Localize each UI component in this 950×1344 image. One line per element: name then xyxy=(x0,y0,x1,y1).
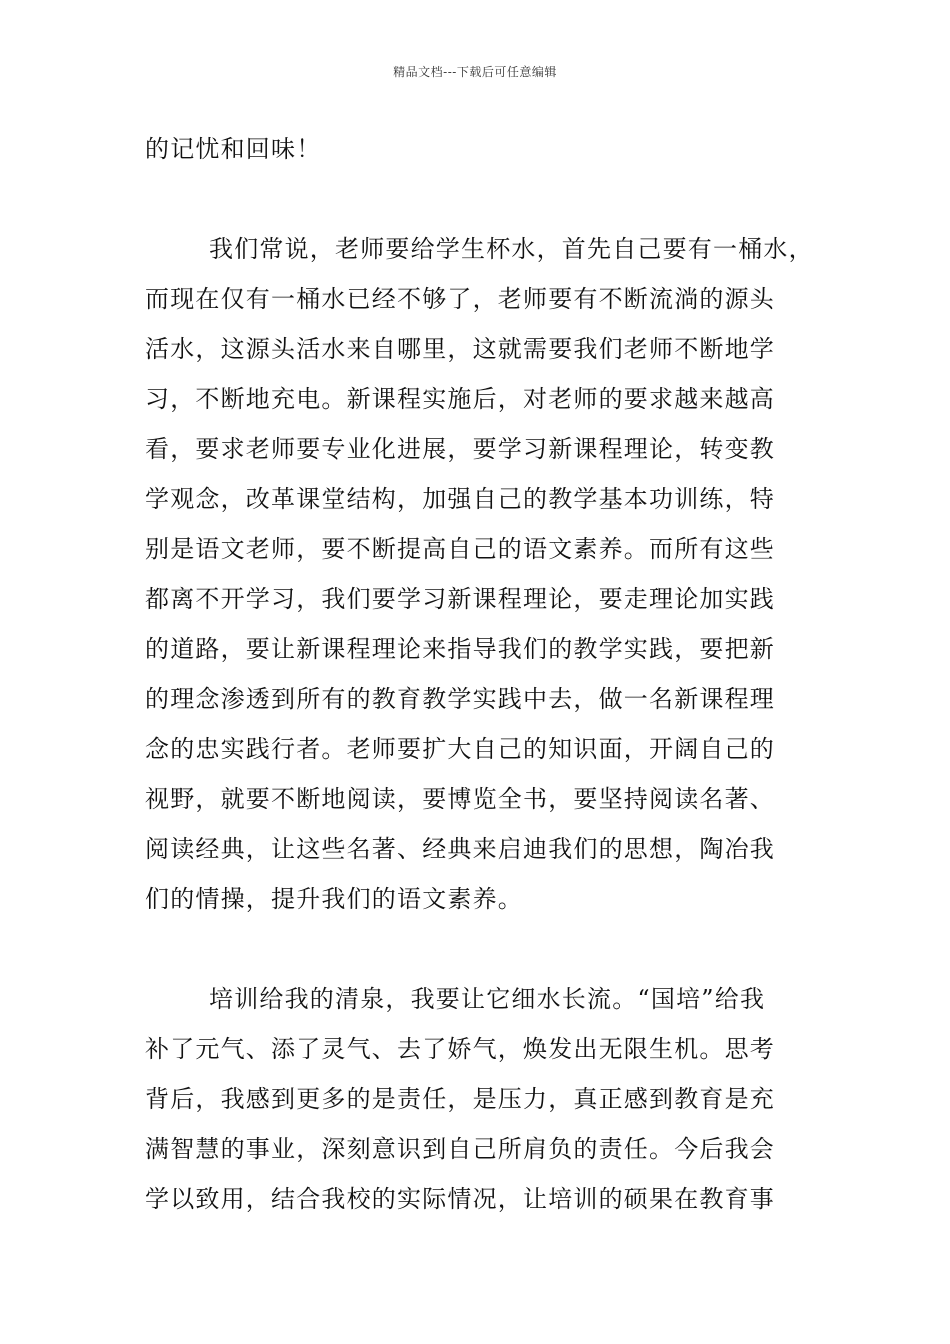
paragraph-line: 学观念，改革课堂结构，加强自己的教学基本功训练，特 xyxy=(145,485,775,513)
paragraph-line: 阅读经典，让这些名著、经典来启迪我们的思想，陶冶我 xyxy=(145,835,775,863)
paragraph-line: 别是语文老师，要不断提高自己的语文素养。而所有这些 xyxy=(145,535,775,563)
paragraph-3 xyxy=(145,974,835,1224)
paragraph-line: 补了元气、添了灵气、去了娇气，焕发出无限生机。思考 xyxy=(145,1035,775,1063)
paragraph-line: 培训给我的清泉，我要让它细水长流。“国培”给我 xyxy=(209,985,766,1013)
paragraph-line: 的理念渗透到所有的教育教学实践中去，做一名新课程理 xyxy=(145,685,775,713)
paragraph-line: 满智慧的事业，深刻意识到自己所肩负的责任。今后我会 xyxy=(145,1135,775,1163)
paragraph-line: 看，要求老师要专业化进展，要学习新课程理论，转变教 xyxy=(145,435,775,463)
paragraph-2 xyxy=(145,224,835,924)
paragraph-line: 活水，这源头活水来自哪里，这就需要我们老师不断地学 xyxy=(145,335,775,363)
paragraph-line: 习，不断地充电。新课程实施后，对老师的要求越来越高 xyxy=(145,385,775,413)
paragraph-line: 的道路，要让新课程理论来指导我们的教学实践，要把新 xyxy=(145,635,775,663)
paragraph-line: 而现在仅有一桶水已经不够了，老师要有不断流淌的源头 xyxy=(145,285,775,313)
page-header: 精品文档---下载后可任意编辑 xyxy=(393,65,557,79)
paragraph-line: 念的忠实践行者。老师要扩大自己的知识面，开阔自己的 xyxy=(145,735,775,763)
paragraph-line: 我们常说，老师要给学生杯水，首先自己要有一桶水， xyxy=(209,235,814,263)
paragraph-line: 背后，我感到更多的是责任，是压力，真正感到教育是充 xyxy=(145,1085,775,1113)
paragraph-1 xyxy=(145,124,835,174)
paragraph-line: 的记忧和回味！ xyxy=(145,135,322,163)
paragraph-line: 视野，就要不断地阅读，要博览全书，要坚持阅读名著、 xyxy=(145,785,775,813)
paragraph-line: 们的情操，提升我们的语文素养。 xyxy=(145,885,523,913)
paragraph-line: 都离不开学习，我们要学习新课程理论，要走理论加实践 xyxy=(145,585,775,613)
paragraph-line: 学以致用，结合我校的实际情况，让培训的硕果在教育事 xyxy=(145,1185,775,1213)
